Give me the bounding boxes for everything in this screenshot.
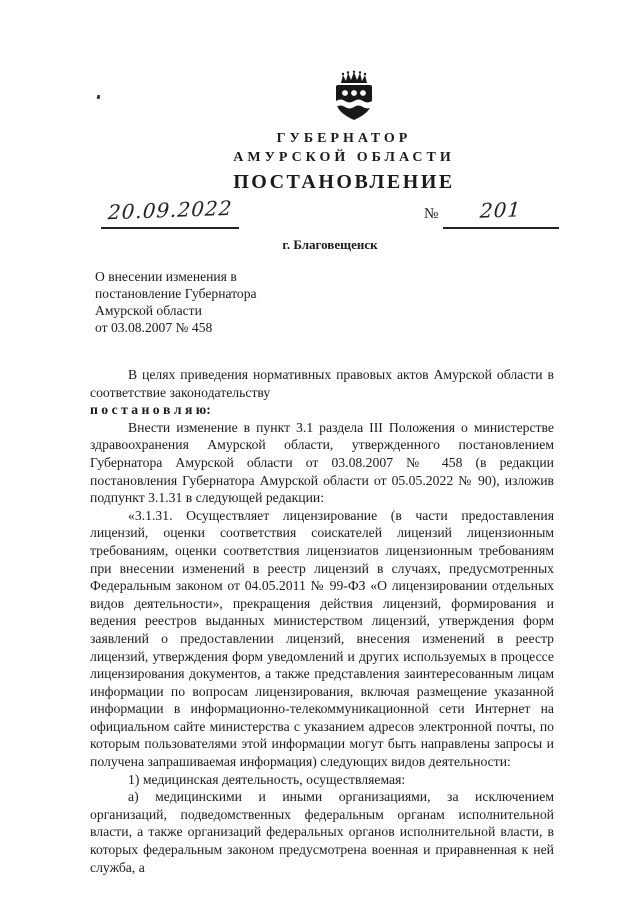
document-type-title: ПОСТАНОВЛЕНИЕ — [233, 171, 455, 193]
handwritten-number: 201 — [479, 197, 523, 223]
authority-name-line2: АМУРСКОЙ ОБЛАСТИ — [233, 150, 455, 165]
list-item-1a: а) медицинскими и иными организациями, за исключением организаций, подведомственных федеральным органам исполнительной власти, а также организаций федеральных органов исполнительной власти, в которых федеральным законом предусмотрена военная и приравненная к ней служба, а — [90, 789, 554, 875]
subclause-3-1-31-paragraph: «3.1.31. Осуществляет лицензирование (в части предоставления лицензий, оценки соответствия соискателей лицензий лицензионным требованиям, оценки соответствия лицензиатов лицензионным требованиям при внесении изменений в реестр лицензий в случаях, предусмотренных Федеральным законом от 04.05.2011 № 99-ФЗ «О лицензировании отдельных видов деятельности», прекращения действия лицензий, формирования и ведения реестров выданных министерством лицензий, утверждения форм заявлений о предоставлении лицензий, внесения изменений в реестр лицензий, утверждения форм уведомлений и других используемых в процессе лицензирования документов, а также представления заинтересованным лицам информации по вопросам лицензирования, включая размещение указанной информации в информационно-телекоммуникационной сети Интернет на официальном сайте министерства с указанием адресов электронной почты, по которым пользователями этой информации могут быть направлены запросы и получена запрашиваемая информация) следующих видов деятельности: — [90, 507, 554, 770]
authority-name-line1: ГУБЕРНАТОР — [276, 131, 412, 146]
city-line: г. Благовещенск — [282, 237, 378, 252]
list-item-1: 1) медицинская деятельность, осуществляемая: — [128, 771, 406, 787]
scan-artifact-speck — [97, 95, 101, 100]
number-field — [443, 198, 559, 229]
document-body — [90, 366, 554, 876]
resolve-word: п о с т а н о в л я ю: — [90, 402, 211, 418]
number-sign-label: № — [424, 206, 439, 222]
amur-oblast-coat-of-arms-icon — [331, 70, 377, 126]
date-field — [101, 195, 239, 229]
preamble-paragraph: В целях приведения нормативных правовых актов Амурской области в соответствие законодательству — [90, 367, 554, 400]
amendment-paragraph: Внести изменение в пункт 3.1 раздела III Положения о министерстве здравоохранения Амурской области, утвержденного постановлением Губернатора Амурской области от 03.08.2007 № 458 (в редакции постановления Губернатора Амурской области от 05.05.2022 № 90), изложив подпункт 3.1.31 в следующей редакции: — [90, 419, 554, 506]
subject-line: постановление Губернатора — [95, 286, 257, 301]
subject-line: от 03.08.2007 № 458 — [95, 320, 213, 335]
handwritten-date: 20.09.2022 — [106, 195, 234, 225]
subject-block — [95, 268, 415, 336]
subject-line: Амурской области — [95, 303, 202, 318]
document-header — [24, 129, 640, 194]
subject-line: О внесении изменения в — [95, 269, 237, 284]
